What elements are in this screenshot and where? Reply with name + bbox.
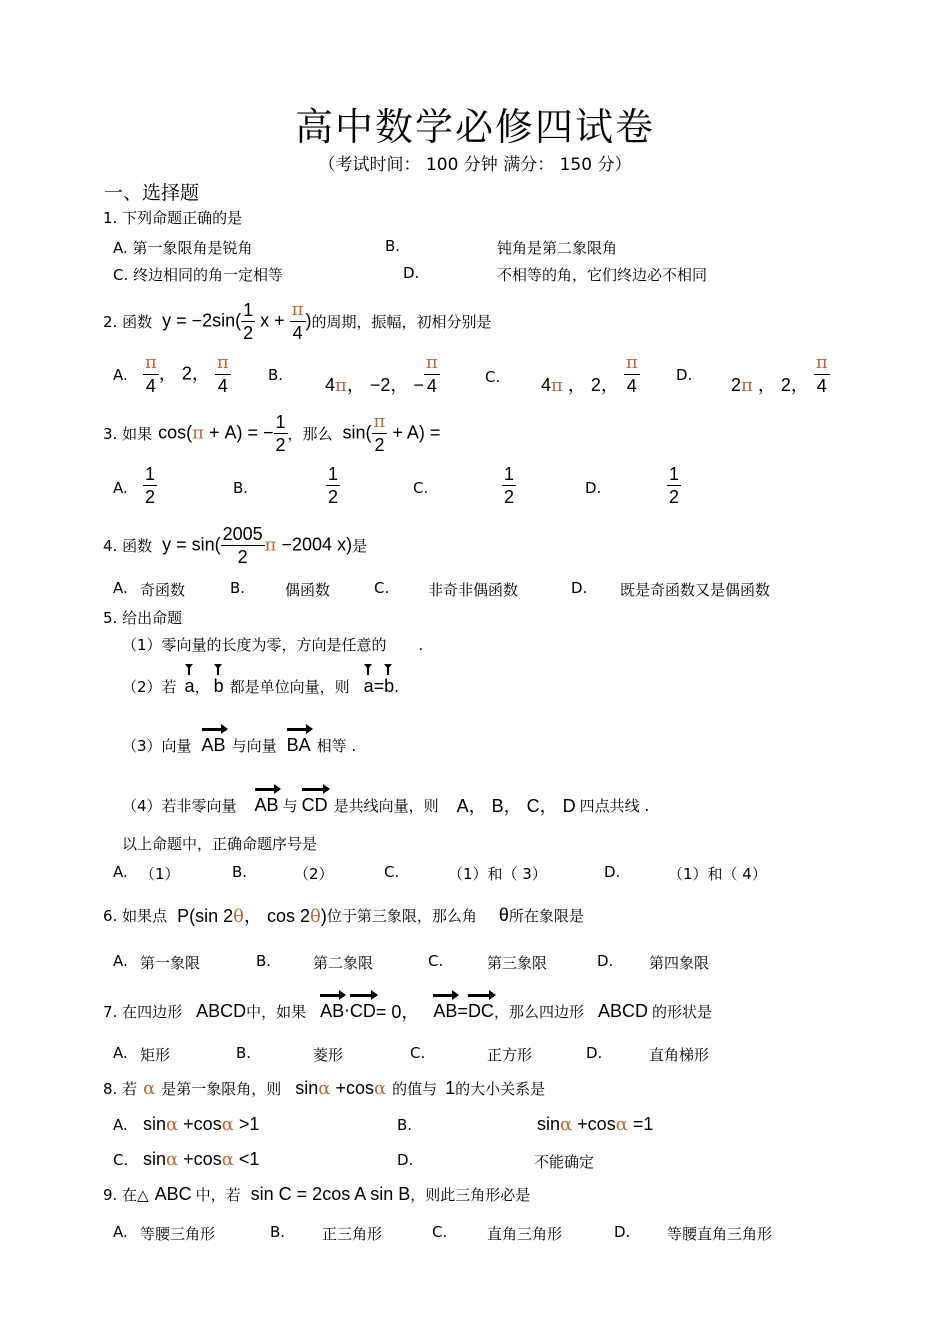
q3-d-value: $\frac{1}{2}$ (669, 464, 680, 507)
q9-a-label: A. (113, 1223, 128, 1241)
q8-a-label: A. (113, 1116, 128, 1134)
q5-prop-1-text: （1）零向量的长度为零，方向是任意的 (122, 636, 387, 654)
q5-prop-3-middle: 与向量 (231, 737, 277, 755)
q6-d-text: 第四象限 (649, 954, 710, 972)
q5-d-text: （1）和（ 4） (668, 865, 767, 883)
q1-option-b-label: B. (385, 237, 401, 255)
q8-stem-suffix: 的值与 (392, 1080, 438, 1098)
q5-c-label: C. (384, 863, 400, 881)
q4-d-label: D. (571, 579, 588, 597)
q3-stem-middle: ，那么 (287, 424, 333, 443)
exam-info: （考试时间： 100 分钟 满分： 150 分） (318, 155, 632, 175)
q8-expression: sinα +cosα (295, 1078, 387, 1099)
q6-b-text: 第二象限 (313, 954, 374, 972)
q9-a-text: 等腰三角形 (140, 1225, 216, 1243)
q9-b-label: B. (270, 1223, 286, 1241)
q9-c-text: 直角三角形 (487, 1225, 563, 1243)
q8-d-label: D. (397, 1151, 414, 1169)
page-title: 高中数学必修四试卷 (294, 105, 655, 149)
q8-stem-middle: 是第一象限角，则 (161, 1080, 282, 1098)
q7-d-label: D. (586, 1044, 603, 1062)
q7-a-text: 矩形 (140, 1046, 171, 1064)
vector-ba: BA (287, 735, 311, 756)
q6-stem-middle: 位于第三象限，那么角 (326, 906, 477, 925)
q1-option-b-text: 钝角是第二象限角 (497, 239, 618, 257)
q6-a-label: A. (113, 952, 128, 970)
q5-prop-3-suffix: 相等 . (316, 737, 357, 755)
q3-options (113, 463, 853, 513)
q6-c-label: C. (428, 952, 444, 970)
q9-d-label: D. (614, 1223, 631, 1241)
vector-ab: AB (202, 735, 226, 756)
q8-a-value: sinα +cosα >1 (143, 1114, 260, 1135)
q5-prop-4-end: 四点共线 . (579, 796, 650, 815)
q3-d-label: D. (585, 479, 602, 497)
q3-b-label: B. (233, 479, 249, 497)
q8-b-label: B. (397, 1116, 413, 1134)
q2-c-label: C. (485, 368, 501, 386)
q2-stem-prefix: 2. 函数 (103, 312, 153, 331)
q6-d-label: D. (597, 952, 614, 970)
q7-stem-suffix: ，那么四边形 (493, 1002, 584, 1021)
q2-a-value: $\frac{\pi}{4}$ ， 2， $\frac{\pi}{4}$ (145, 352, 229, 396)
q2-d-value: 2π ， 2， $\frac{\pi}{4}$ (731, 352, 828, 397)
q8-stem-prefix: 8. 若 (103, 1080, 138, 1098)
q9-b-text: 正三角形 (322, 1225, 383, 1243)
q4-d-text: 既是奇函数又是偶函数 (620, 581, 771, 599)
q2-d-label: D. (676, 366, 693, 384)
q9-condition: sin C = 2cos A sin B (250, 1184, 411, 1204)
q3-condition: cos(π + A) = − $\frac{1}{2}$ (158, 411, 286, 455)
vector-ab: AB (433, 1001, 457, 1022)
q1-option-d-text: 不相等的角，它们终边必不相同 (497, 266, 708, 284)
q4-c-label: C. (374, 579, 390, 597)
vector-a: a (364, 676, 374, 697)
q5-prop-4-prefix: （4）若非零向量 (122, 796, 237, 815)
q5-prop-4-suffix: 是共线向量，则 (333, 796, 439, 815)
q5-prop-3 (122, 735, 356, 756)
q7-a-label: A. (113, 1044, 128, 1062)
q5-prop-2: （2）若 a ， b 都是单位向量，则 a = b . (122, 676, 399, 697)
q4-a-label: A. (113, 579, 128, 597)
q2-formula: y = −2sin( $\frac{1}{2}$ x + $\frac{\pi}{4}$ ) (162, 298, 312, 343)
q6-stem (103, 902, 584, 928)
q7-c-label: C. (410, 1044, 426, 1062)
q1-option-d-label: D. (403, 264, 420, 282)
q6-b-label: B. (256, 952, 272, 970)
q5-prop-4-middle: 与 (282, 796, 298, 815)
q6-stem-suffix: 所在象限是 (508, 906, 584, 925)
q5-a-label: A. (113, 863, 128, 881)
q5-b-label: B. (232, 863, 248, 881)
q9-triangle: ABC (154, 1184, 192, 1204)
vector-cd: CD (350, 1001, 376, 1022)
q7-stem-prefix: 7. 在四边形 (103, 1002, 183, 1021)
q3-b-value: $\frac{1}{2}$ (328, 464, 339, 507)
q8-stem (103, 1078, 545, 1099)
q3-c-value: $\frac{1}{2}$ (504, 464, 515, 507)
q9-stem-middle: 中，若 (195, 1186, 241, 1204)
q5-c-text: （1）和（ 3） (448, 865, 547, 883)
q4-b-text: 偶函数 (285, 581, 331, 599)
q8-b-value: sinα +cosα =1 (537, 1114, 654, 1135)
q3-c-label: C. (413, 479, 429, 497)
q7-quadrilateral: ABCD (196, 1000, 247, 1021)
q8-alpha: α (143, 1078, 156, 1099)
q8-d-text: 不能确定 (534, 1153, 595, 1171)
q6-stem-prefix: 6. 如果点 (103, 906, 168, 925)
q5-a-text: （1） (140, 865, 180, 883)
vector-ab: AB (320, 1001, 344, 1022)
q7-b-label: B. (236, 1044, 252, 1062)
q5-summary: 以上命题中，正确命题序号是 (122, 835, 318, 853)
q5-prop-4 (122, 792, 649, 818)
q4-b-label: B. (230, 579, 246, 597)
q9-c-label: C. (432, 1223, 448, 1241)
q6-c-text: 第三象限 (487, 954, 548, 972)
vector-b: b (214, 676, 224, 697)
q9-stem-suffix: ，则此三角形必是 (410, 1186, 531, 1204)
q1-option-c: C. 终边相同的角一定相等 (113, 266, 284, 284)
q2-stem (103, 296, 492, 346)
q7-b-text: 菱形 (313, 1046, 344, 1064)
vector-dc: DC (468, 1001, 494, 1022)
vector-b: b (384, 676, 394, 697)
q8-stem-end: 的大小关系是 (455, 1080, 546, 1098)
q5-prop-3-prefix: （3）向量 (122, 737, 192, 755)
q2-a-label: A. (113, 366, 128, 384)
q4-stem (103, 520, 367, 570)
q2-b-label: B. (268, 366, 284, 384)
q9-stem (103, 1184, 530, 1205)
q1-option-a: A. 第一象限角是锐角 (113, 239, 253, 257)
q9-d-text: 等腰直角三角形 (667, 1225, 773, 1243)
q1-stem: 1. 下列命题正确的是 (103, 209, 243, 227)
q8-one: 1 (445, 1078, 456, 1098)
q2-stem-suffix: 的周期，振幅，初相分别是 (311, 312, 492, 331)
q7-stem-end: 的形状是 (651, 1002, 712, 1021)
q2-b-value: 4π， −2， − $\frac{\pi}{4}$ (325, 352, 438, 397)
q7-c-text: 正方形 (487, 1046, 533, 1064)
q4-formula: y = sin( $\frac{2005}{2}$ π −2004 x) (162, 523, 353, 567)
q3-a-value: $\frac{1}{2}$ (145, 464, 156, 507)
q8-c-value: sinα +cosα <1 (143, 1149, 260, 1170)
q5-stem: 5. 给出命题 (103, 609, 183, 627)
q7-stem: 7. 在四边形 ABCD 中，如果 AB ⋅ CD = 0， AB = DC ，那么四边形 ABCD 的形状是 (103, 998, 712, 1024)
section-heading: 一、选择题 (104, 182, 200, 204)
q4-a-text: 奇函数 (140, 581, 186, 599)
q6-a-text: 第一象限 (140, 954, 201, 972)
q4-stem-prefix: 4. 函数 (103, 536, 153, 555)
vector-a: a (185, 676, 195, 697)
q3-a-label: A. (113, 479, 128, 497)
q7-d-text: 直角梯形 (649, 1046, 710, 1064)
q5-prop-2-prefix: （2）若 (122, 678, 177, 696)
q4-c-text: 非奇非偶函数 (428, 581, 519, 599)
q8-c-label: C. (113, 1151, 129, 1169)
q3-stem (103, 408, 440, 458)
vector-ab: AB (255, 795, 279, 816)
q5-prop-1: （1）零向量的长度为零，方向是任意的 . (122, 636, 424, 654)
q5-prop-2-middle: 都是单位向量，则 (229, 678, 350, 696)
q5-d-label: D. (604, 863, 621, 881)
q9-stem-prefix: 9. 在△ (103, 1186, 149, 1204)
q6-point: P(sin 2θ， cos 2θ) (177, 906, 327, 927)
q2-c-value: 4π ， 2， $\frac{\pi}{4}$ (541, 352, 638, 397)
q2-options (113, 352, 853, 402)
q7-quadrilateral-2: ABCD (597, 1000, 648, 1021)
q4-stem-suffix: 是 (352, 536, 368, 555)
vector-cd: CD (302, 795, 328, 816)
q3-query: sin( $\frac{\pi}{2}$ + A) = (342, 410, 441, 455)
q6-theta: θ (498, 904, 509, 925)
q7-stem-middle: 中，如果 (246, 1002, 307, 1021)
q5-b-text: （2） (294, 865, 334, 883)
q5-points: A， B， C， D (456, 796, 576, 816)
q3-stem-prefix: 3. 如果 (103, 424, 153, 443)
